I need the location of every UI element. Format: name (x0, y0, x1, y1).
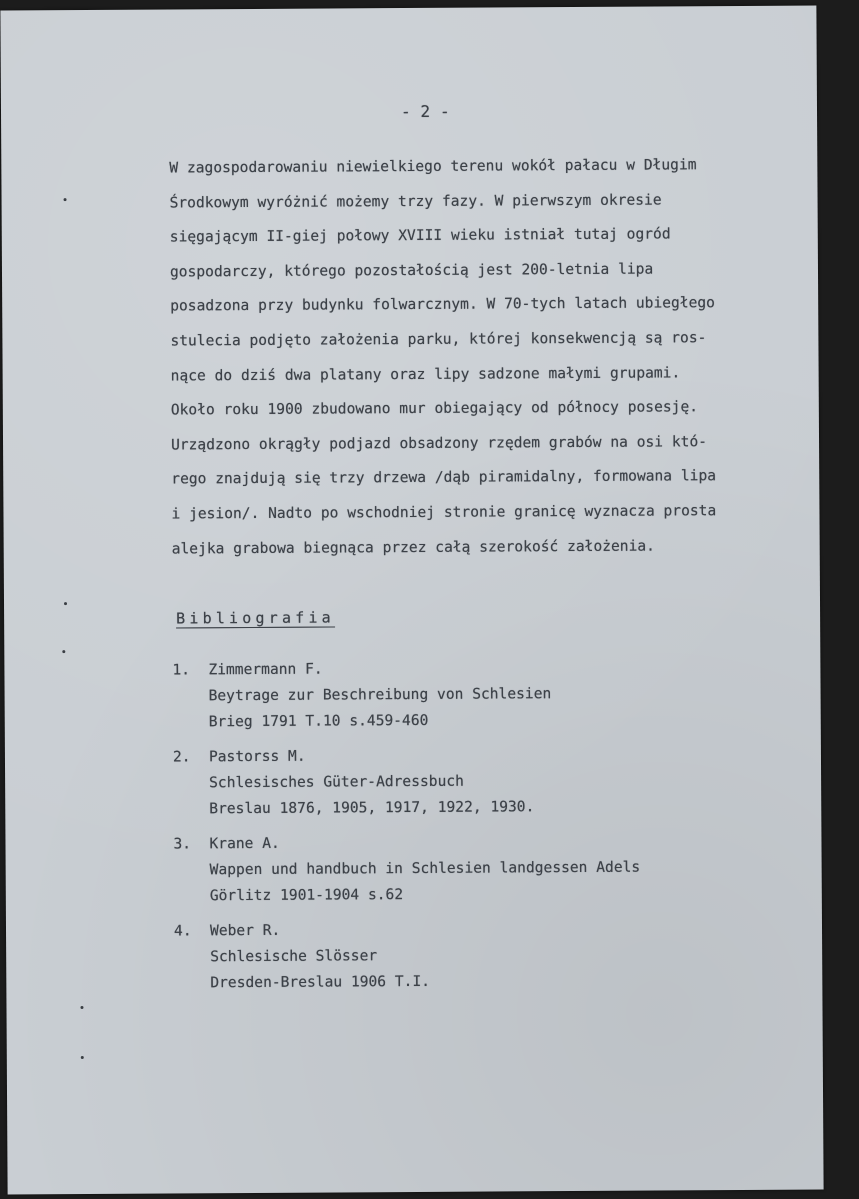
body-line: gospodarczy, którego pozostałością jest 200-letnia lipa (169, 260, 654, 281)
bibliography-heading: Bibliografia (176, 608, 335, 628)
entry-details: Dresden-Breslau 1906 T.I. (210, 972, 431, 992)
bibliography-entry (174, 915, 794, 997)
body-line: nące do dziś dwa platany oraz lipy sadzone małymi grupami. (170, 363, 681, 385)
page-number: - 2 - (400, 101, 450, 122)
bibliography-entry (173, 828, 793, 910)
entry-number: 2. (172, 748, 191, 766)
entry-number: 3. (173, 835, 192, 853)
entry-title: Beytrage zur Beschreibung von Schlesien (208, 685, 552, 705)
entry-author: Weber R. (209, 921, 281, 940)
paper-speck (64, 602, 67, 605)
paper-sheet (0, 6, 823, 1195)
entry-details: Görlitz 1901-1904 s.62 (209, 886, 404, 905)
body-paragraph (169, 148, 812, 567)
entry-details: Breslau 1876, 1905, 1917, 1922, 1930. (209, 798, 535, 818)
bibliography-list (172, 654, 794, 1006)
entry-title: Schlesische Slösser (210, 947, 378, 966)
paper-speck (81, 1056, 84, 1059)
body-line: posadzona przy budynku folwarcznym. W 70-tych latach ubiegłego (170, 294, 715, 315)
entry-author: Pastorss M. (208, 747, 306, 766)
body-line: Środkowym wyróżnić możemy trzy fazy. W pierwszym okresie (169, 191, 662, 212)
body-line: W zagospodarowaniu niewielkiego terenu wokół pałacu w Długim (169, 156, 697, 177)
entry-title: Wappen und handbuch in Schlesien landgessen Adels (209, 858, 641, 879)
body-line: alejka grabowa biegnąca przez całą szerokość założenia. (171, 537, 655, 557)
entry-author: Krane A. (209, 834, 280, 853)
entry-number: 4. (173, 922, 192, 940)
entry-title: Schlesisches Güter-Adressbuch (209, 772, 464, 792)
body-line: sięgającym II-giej połowy XVIII wieku istniał tutaj ogród (169, 225, 671, 246)
entry-details: Brieg 1791 T.10 s.459-460 (208, 711, 429, 731)
body-line: i jesion/. Nadto po wschodniej stronie granicę wyznacza prosta (171, 502, 717, 523)
body-line: Około roku 1900 zbudowano mur obiegający od północy posesję. (170, 398, 699, 419)
bibliography-entry (173, 741, 793, 823)
entry-author: Zimmermann F. (208, 660, 323, 679)
body-line: stulecia podjęto założenia parku, której konsekwencją są ros- (170, 329, 707, 350)
entry-number: 1. (172, 661, 191, 679)
bibliography-entry (172, 654, 792, 736)
paper-speck (80, 1006, 83, 1009)
body-line: Urządzono okrągły podjazd obsadzony rzędem grabów na osi któ- (170, 432, 708, 454)
paper-speck (62, 650, 65, 653)
paper-speck (64, 198, 67, 201)
body-line: rego znajdują się trzy drzewa /dąb piramidalny, formowana lipa (171, 467, 717, 488)
